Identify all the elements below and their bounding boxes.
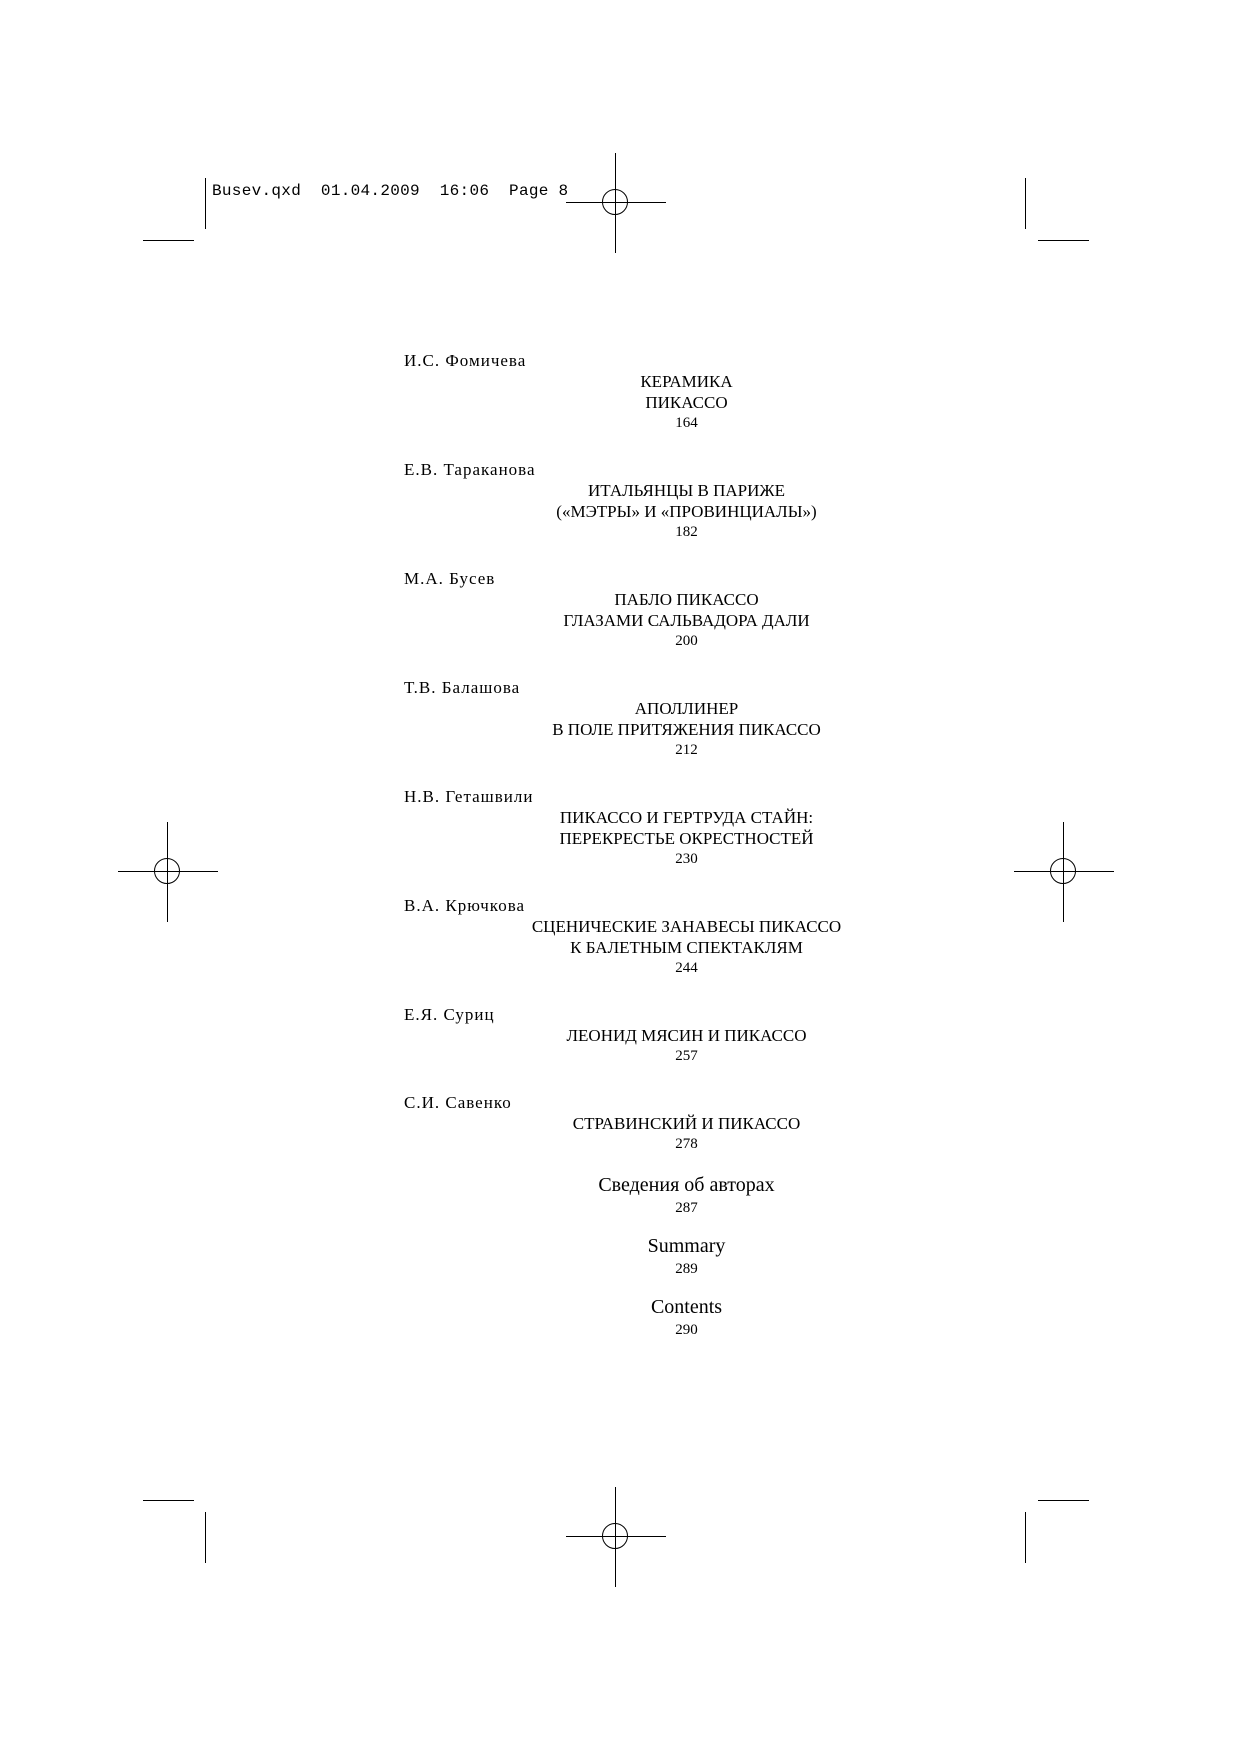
entry-author: Е.Я. Суриц [404, 1005, 495, 1024]
entry-author: Н.В. Геташвили [404, 787, 534, 806]
entry-author: В.А. Крючкова [404, 896, 526, 915]
registration-mark-top [566, 153, 666, 253]
toc-section-summary [0, 1234, 1241, 1279]
entry-page-number: 182 [675, 524, 698, 540]
section-page-number: 287 [675, 1200, 698, 1216]
entry-title-line: ПИКАССО [645, 393, 728, 412]
registration-mark-bottom [566, 1487, 666, 1587]
entry-author: М.А. Бусев [404, 569, 496, 588]
entry-page-number: 278 [675, 1136, 698, 1152]
section-page-number: 289 [675, 1261, 698, 1277]
entry-title-line: ПЕРЕКРЕСТЬЕ ОКРЕСТНОСТЕЙ [559, 829, 814, 848]
entry-title-line: ЛЕОНИД МЯСИН И ПИКАССО [566, 1026, 807, 1045]
entry-title-line: В ПОЛЕ ПРИТЯЖЕНИЯ ПИКАССО [552, 720, 821, 739]
crop-mark-top-right-vertical [1025, 178, 1026, 229]
crop-mark-top-right-horizontal [1038, 240, 1089, 241]
entry-author: И.С. Фомичева [404, 351, 527, 370]
entry-page-number: 230 [675, 851, 698, 867]
entry-title-line: АПОЛЛИНЕР [634, 699, 739, 718]
toc-entry [0, 568, 1241, 652]
entry-author: С.И. Савенко [404, 1093, 512, 1112]
slug-line: Busev.qxd 01.04.2009 16:06 Page 8 [212, 182, 569, 200]
entry-author: Е.В. Тараканова [404, 460, 536, 479]
crop-mark-bottom-left-vertical [205, 1512, 206, 1563]
crop-mark-top-left-vertical [205, 178, 206, 229]
toc-entry [0, 350, 1241, 434]
entry-page-number: 257 [675, 1048, 698, 1064]
entry-title-line: КЕРАМИКА [640, 372, 733, 391]
entry-title-line: ПИКАССО И ГЕРТРУДА СТАЙН: [559, 808, 814, 827]
section-page-number: 290 [675, 1322, 698, 1338]
section-label: Summary [647, 1235, 726, 1257]
section-label: Сведения об авторах [598, 1174, 775, 1196]
toc-section-authors-info [0, 1173, 1241, 1218]
section-label: Contents [650, 1296, 723, 1318]
entry-title-line: ИТАЛЬЯНЦЫ В ПАРИЖЕ [588, 481, 785, 500]
entry-page-number: 164 [675, 415, 698, 431]
entry-title-line: К БАЛЕТНЫМ СПЕКТАКЛЯМ [570, 938, 803, 957]
crop-mark-bottom-left-horizontal [143, 1500, 194, 1501]
entry-title-line: («МЭТРЫ» И «ПРОВИНЦИАЛЫ») [556, 502, 817, 521]
entry-page-number: 212 [675, 742, 698, 758]
crop-mark-bottom-right-horizontal [1038, 1500, 1089, 1501]
toc-entry [0, 1004, 1241, 1067]
toc-entry [0, 1092, 1241, 1155]
entry-title-line: СЦЕНИЧЕСКИЕ ЗАНАВЕСЫ ПИКАССО [531, 917, 842, 936]
entry-title-line: СТРАВИНСКИЙ И ПИКАССО [572, 1114, 801, 1133]
toc-entry [0, 677, 1241, 761]
entry-title-line: ГЛАЗАМИ САЛЬВАДОРА ДАЛИ [563, 611, 810, 630]
toc-entry [0, 786, 1241, 870]
entry-author: Т.В. Балашова [404, 678, 521, 697]
crop-mark-bottom-right-vertical [1025, 1512, 1026, 1563]
toc-section-contents [0, 1295, 1241, 1340]
entry-page-number: 244 [675, 960, 698, 976]
toc-entry [0, 459, 1241, 543]
toc-entry [0, 895, 1241, 979]
entry-page-number: 200 [675, 633, 698, 649]
entry-title-line: ПАБЛО ПИКАССО [614, 590, 759, 609]
table-of-contents [0, 350, 1241, 1356]
crop-mark-top-left-horizontal [143, 240, 194, 241]
